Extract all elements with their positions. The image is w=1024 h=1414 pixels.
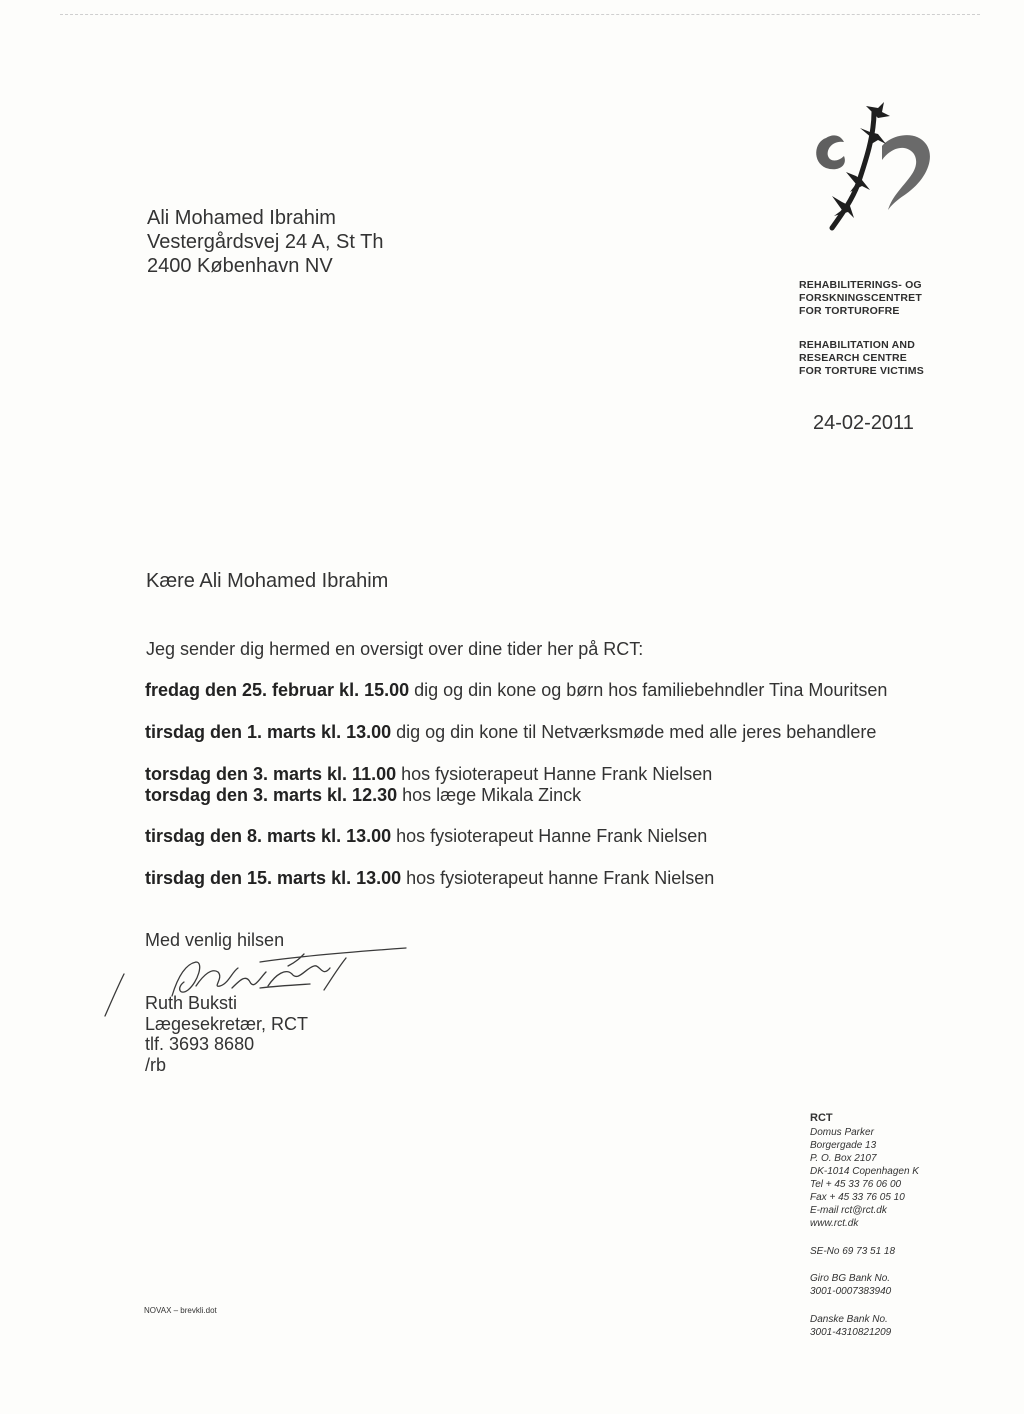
signer-initials: /rb	[145, 1054, 167, 1075]
contact-line: Borgergade 13	[810, 1140, 877, 1151]
appointment-item	[145, 826, 707, 847]
appointment-description: dig og din kone og børn hos familiebehndler Tina Mouritsen	[409, 680, 888, 700]
signer-title: Lægesekretær, RCT	[145, 1013, 309, 1034]
contact-website: www.rct.dk	[810, 1218, 859, 1229]
signer-name: Ruth Buksti	[145, 993, 238, 1013]
appointment-item	[145, 764, 712, 785]
appointment-time: fredag den 25. februar kl. 15.00	[145, 680, 410, 700]
contact-line: Giro BG Bank No.	[810, 1273, 891, 1284]
letter-date: 24-02-2011	[813, 412, 914, 434]
recipient-name: Ali Mohamed Ibrahim	[147, 207, 336, 229]
contact-bank	[810, 1313, 891, 1339]
appointment-description: hos fysioterapeut hanne Frank Nielsen	[401, 868, 715, 888]
appointment-time: tirsdag den 15. marts kl. 13.00	[145, 868, 402, 888]
appointment-time: torsdag den 3. marts kl. 12.30	[145, 785, 398, 805]
org-name-line: FOR TORTUROFRE	[799, 305, 900, 317]
appointment-item	[145, 680, 887, 701]
contact-line: Domus Parker	[810, 1127, 874, 1138]
contact-line: DK-1014 Copenhagen K	[810, 1166, 919, 1177]
org-name-english	[799, 339, 924, 378]
appointment-time: tirsdag den 8. marts kl. 13.00	[145, 826, 392, 846]
appointment-time: torsdag den 3. marts kl. 11.00	[145, 764, 397, 784]
contact-line: 3001-0007383940	[810, 1286, 892, 1297]
recipient-city: 2400 København NV	[147, 255, 333, 277]
contact-email: E-mail rct@rct.dk	[810, 1205, 887, 1216]
closing-text: Med venlig hilsen	[145, 930, 285, 950]
org-name-line: FORSKNINGSCENTRET	[799, 292, 922, 304]
appointment-time: tirsdag den 1. marts kl. 13.00	[145, 722, 392, 742]
template-footer: NOVAX – brevkli.dot	[144, 1306, 217, 1315]
contact-line: Danske Bank No.	[810, 1314, 888, 1325]
appointment-description: hos læge Mikala Zinck	[397, 785, 582, 805]
contact-se-number: SE-No 69 73 51 18	[810, 1246, 896, 1257]
recipient-address	[147, 206, 383, 278]
org-name-line: FOR TORTURE VICTIMS	[799, 365, 924, 377]
org-name-line: REHABILITERINGS- OG	[799, 279, 922, 291]
appointment-item	[145, 785, 581, 806]
intro-text: Jeg sender dig hermed en oversigt over dine tider her på RCT:	[146, 639, 644, 659]
contact-line: P. O. Box 2107	[810, 1153, 877, 1164]
rct-heart-barbed-wire-logo	[808, 100, 942, 240]
org-name-line: RESEARCH CENTRE	[799, 352, 908, 364]
contact-giro	[810, 1272, 891, 1298]
appointment-description: hos fysioterapeut Hanne Frank Nielsen	[391, 826, 708, 846]
scan-edge-line	[60, 14, 980, 16]
greeting: Kære Ali Mohamed Ibrahim	[146, 570, 389, 592]
appointment-item	[145, 868, 714, 889]
contact-phone: Tel + 45 33 76 06 00	[810, 1179, 902, 1190]
signer-block	[145, 993, 308, 1075]
contact-line: 3001-4310821209	[810, 1327, 892, 1338]
org-name-line: REHABILITATION AND	[799, 339, 915, 351]
appointment-description: hos fysioterapeut Hanne Frank Nielsen	[396, 764, 713, 784]
contact-address	[810, 1126, 919, 1230]
org-name-danish	[799, 279, 922, 318]
recipient-street: Vestergårdsvej 24 A, St Th	[147, 231, 384, 253]
contact-fax: Fax + 45 33 76 05 10	[810, 1192, 905, 1203]
contact-heading: RCT	[810, 1112, 833, 1124]
signer-phone: tlf. 3693 8680	[145, 1034, 255, 1054]
appointment-item	[145, 722, 876, 743]
appointment-description: dig og din kone til Netværksmøde med alle jeres behandlere	[391, 722, 877, 742]
